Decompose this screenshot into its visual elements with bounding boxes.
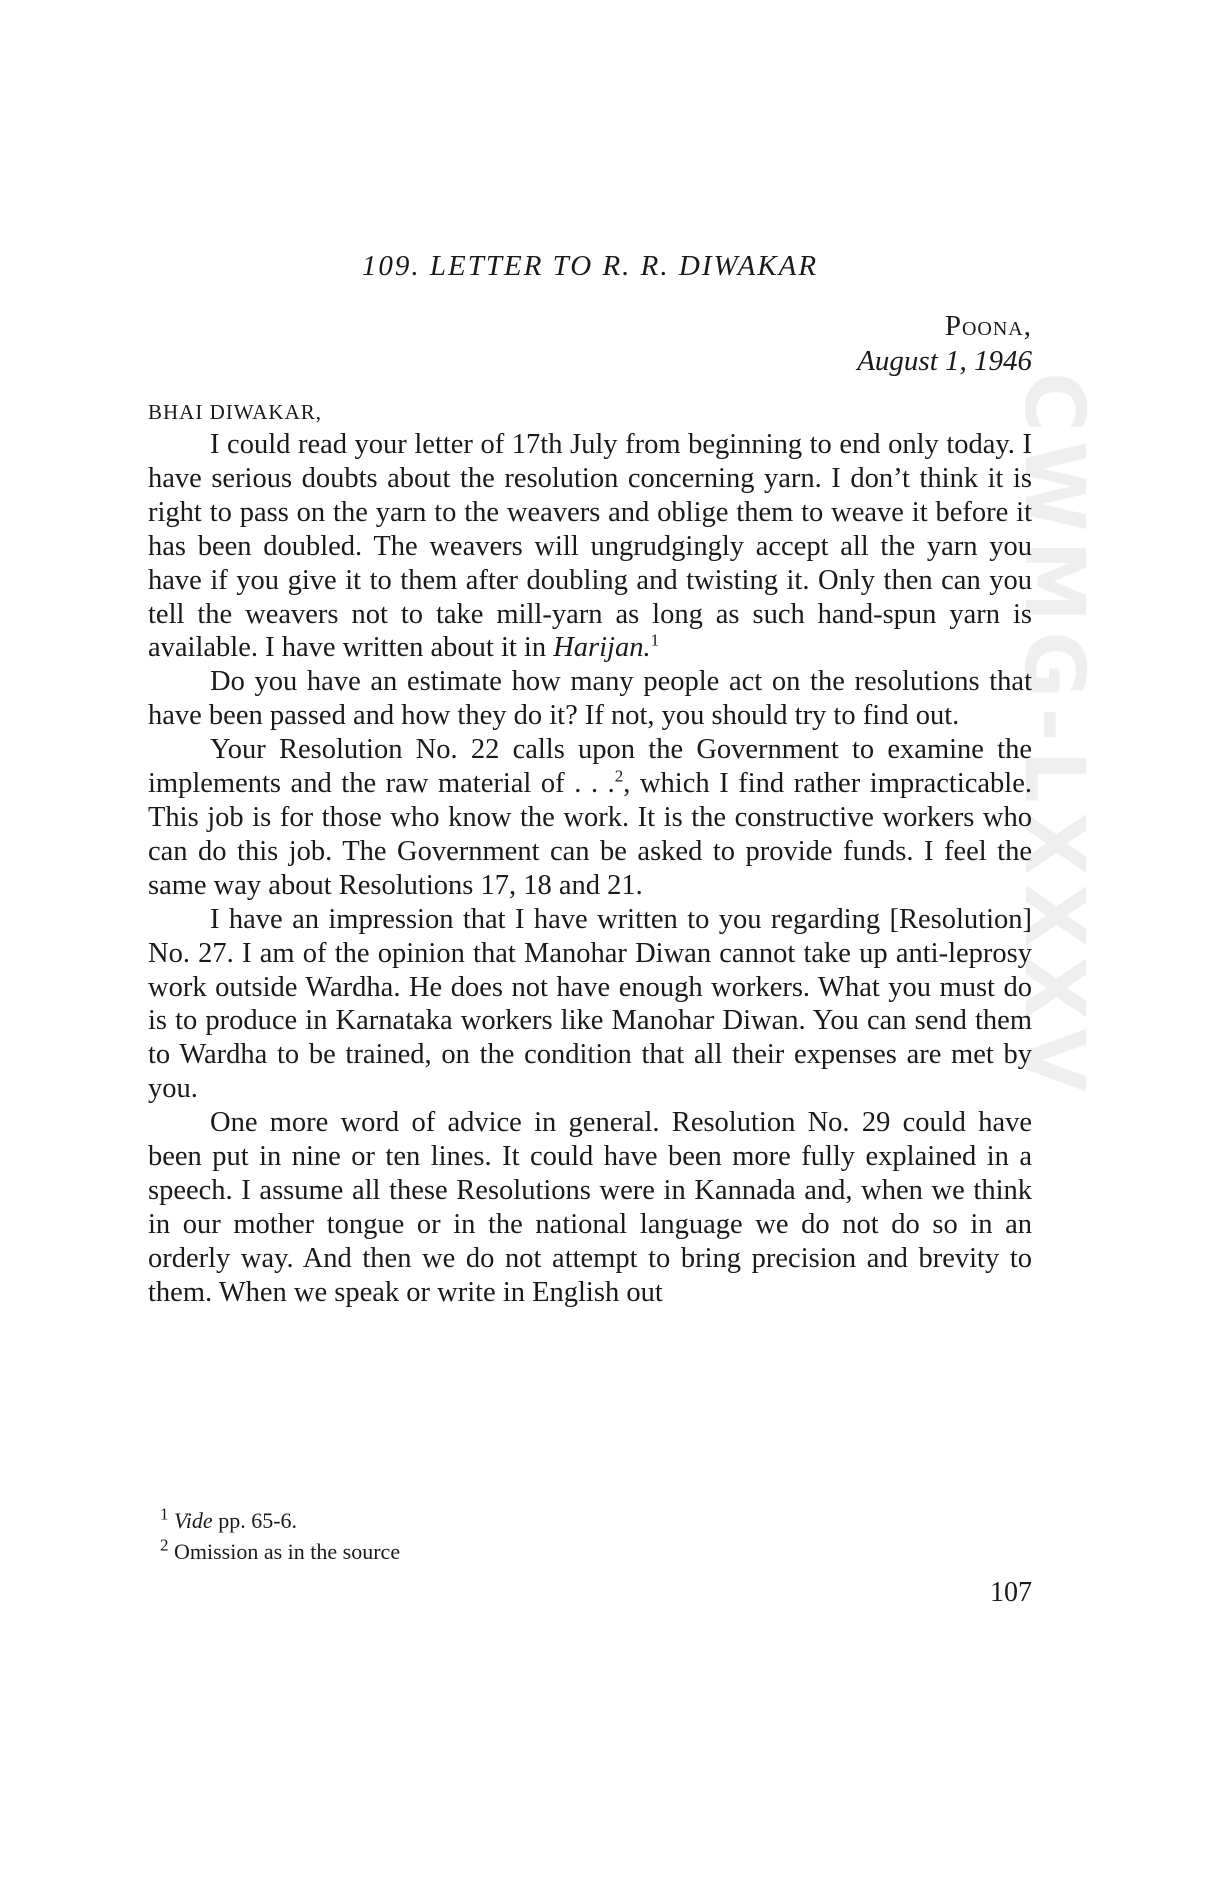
letter-date: August 1, 1946: [857, 345, 1032, 377]
harijan-title: Harijan.: [553, 632, 651, 664]
page-number: 107: [990, 1577, 1032, 1608]
footnote-number: 2: [160, 1535, 169, 1555]
footnote-1: [160, 1505, 860, 1536]
footnote-ref-1: 1: [650, 630, 660, 650]
footnotes: [160, 1505, 860, 1567]
footnote-text: pp. 65-6.: [212, 1508, 298, 1533]
paragraph-text: I could read your letter of 17th July from beginning to end only today. I have serious doubts about the resolution concerning yarn. I don’t think it is right to pass on the yarn to the weavers and oblige them to weave it before it has been doubled. The weavers will ungrudgingly accept all the yarn you have if you give it to them after doubling and twisting it. Only then can you tell the weavers not to take mill-yarn as long as such hand-spun yarn is available. I have written about it in: [148, 429, 1032, 664]
letter-heading: 109. LETTER TO R. R. DIWAKAR: [361, 250, 819, 282]
letter-place: Poona,: [944, 310, 1032, 342]
footnote-2: [160, 1536, 860, 1567]
paragraph-2: Do you have an estimate how many people act on the resolutions that have been passed and how they do it? If not, you should try to find out.: [148, 666, 1032, 732]
watermark: CWMG-LXXXV: [1006, 372, 1101, 1101]
salutation: BHAI DIWAKAR,: [148, 400, 322, 424]
footnote-italic: Vide: [174, 1508, 213, 1533]
paragraph-5: One more word of advice in general. Resolution No. 29 could have been put in nine or ten lines. It could have been more fully explained in a speech. I assume all these Resolutions were in Kannada and, when we think in our mother tongue or in the national language we do not do so in an orderly way. And then we do not attempt to bring precision and brevity to them. When we speak or write in English out: [148, 1107, 1032, 1308]
paragraph-4: I have an impression that I have written to you regarding [Resolution] No. 27. I am of the opinion that Manohar Diwan cannot take up anti-leprosy work outside Wardha. He does not have enough workers. What you must do is to produce in Karnataka workers like Manohar Diwan. You can send them to Wardha to be trained, on the condition that all their expenses are met by you.: [148, 903, 1032, 1105]
paragraph-1: [148, 428, 1032, 665]
footnote-number: 1: [160, 1504, 169, 1524]
paragraph-text: Your Resolution No. 22 calls upon the Government to examine the implements and the raw material of . . .: [148, 734, 1032, 800]
footnote-ref-2: 2: [614, 766, 624, 786]
paragraph-text: , which I find rather impracticable. This job is for those who know the work. It is the constructive workers who can do this job. The Government can be asked to provide funds. I feel the same way about Resolutions 17, 18 and 21.: [148, 768, 1032, 901]
footnote-text: Omission as in the source: [168, 1539, 401, 1564]
paragraph-3: [148, 733, 1032, 903]
letter-body: [148, 428, 1032, 1310]
